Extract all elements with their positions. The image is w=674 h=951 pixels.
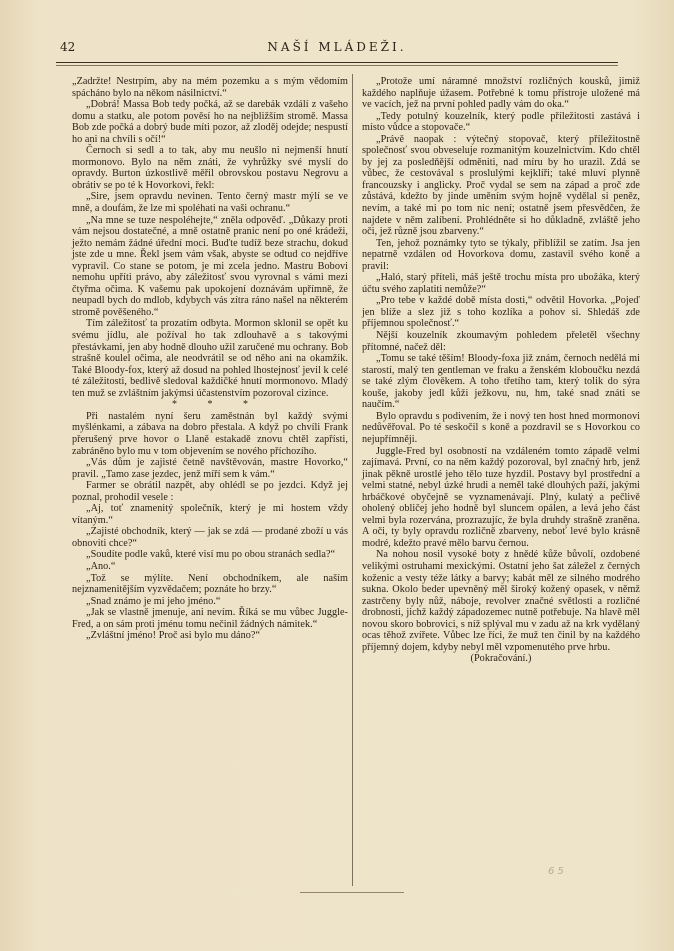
continuation-note: (Pokračování.) — [470, 653, 532, 665]
paragraph: „Vás dům je zajisté četně navštěvován, mastre Hovorko,“ pravil. „Tamo zase jezdec, jenž míří sem k vám.“ — [72, 457, 348, 480]
paragraph: Černoch si sedl a to tak, aby mu neušlo ni nejmenší hnutí mormonovo. Bylo na něm znáti, že vyhrůžky své myslí do opravdy. Burton úzkostlivě měřil obrovskou postavu Negrovu a obrátiv se po té k Hovorkovi, řekl: — [72, 145, 348, 191]
paragraph: „Soudíte podle vaků, které visí mu po obou stranách sedla?“ — [86, 549, 336, 561]
paragraph: „Aj, toť znamenitý společník, který je mi hostem vždy vítaným.“ — [72, 503, 348, 526]
paragraph: Při nastalém nyní šeru zaměstnán byl každý svými myšlénkami, a zábava na dobro přestala. A když po chvíli Frank přerušený prve hovor o Llaně estakadě znovu chtěl zapřísti, zabráněno bylo mu v tom objevením se nového příchozího. — [72, 410, 348, 457]
header-rule-thin — [56, 65, 618, 66]
paragraph: „Tož se mýlíte. Není obchodníkem, ale naším nejznamenitějším vyzvědačem; poznáte ho brzy.“ — [72, 572, 348, 596]
paragraph: „Na mne se tuze nespoléhejte,“ zněla odpověď. „Důkazy proti vám nejsou dostatečné, a mně ostatně pranic není po oné krádeži, ježto nemám žádné úřední moci. Buďte tudíž beze strachu, dokud jste zde u mne. Řekl jsem vám však, abyste se odtud co nejdříve vypravil. Co stane se potom, je mi zcela jedno. Mastru Bobovi nemohu upříti právo, aby záležitosť svou vyrovnal s vámi mezi čtyřma očima. K vašemu pak upokojení doznávám upřímně, že neupadl bych do mdlob, kdybych vás zítra ráno našel na některém stromě pověšeného.“ — [72, 214, 348, 318]
paragraph: Ten, jehož poznámky tyto se týkaly, přiblížil se zatím. Jsa jen nepatrně vzdálen od Hovorkova domu, zastavil svého koně a pravil: — [362, 237, 640, 272]
paragraph: „Pro tebe v každé době místa dosti,“ odvětil Hovorka. „Pojeď jen blíže a slez již s toho kozlíka a pohov si. Shledáš zde příjemnou společnosť.“ — [362, 295, 640, 330]
right-column — [362, 76, 640, 665]
paragraph: „Zajisté obchodník, který — jak se zdá — prodané zboží u vás obnoviti chce?“ — [72, 526, 348, 549]
paragraph: „Ano.“ — [86, 560, 116, 572]
paragraph: Na nohou nosil vysoké boty z hnědé kůže bůvolí, ozdobené velikými ostruhami mexickými. Ostatní jeho šat záležel z černých koženic a vesty téže látky a barvy; kabát měl ze silného modrého sukna. Okolo beder upevněný měl široký kožený opasek, v němž zastrčeny byly nůž, náboje, revolver značné světlosti a rozličné drobnosti, jichž každý západozemec nutně potřebuje. Na hlavě měl novou skoro bobrovici, s níž splýval mu v zadu až na krk vydělaný ocas těhož zvířete. Vůbec lze říci, že muž ten činil by na každého příjemný dojem, kdyby nebyl měl vzpomenutého prve hrbu. — [362, 549, 640, 653]
paragraph: „Haló, starý příteli, máš ještě trochu místa pro ubožáka, který účtu svého zaplatiti nemůže?“ — [362, 272, 640, 295]
page-number: 42 — [60, 40, 76, 54]
paragraph: „Zadržte! Nestrpím, aby na mém pozemku a s mým vědomím spácháno bylo na někom násilnictví.“ — [72, 76, 348, 99]
left-column — [72, 76, 348, 642]
page-header — [56, 40, 618, 60]
column-divider — [352, 74, 353, 886]
bottom-rule — [300, 892, 404, 893]
margin-pencil-note: 6 5 — [548, 866, 564, 877]
paragraph: „Sire, jsem opravdu nevinen. Tento černý mastr mýlí se ve mně, a doufám, že lze mi spoléhati na vaši ochranu.“ — [72, 191, 348, 215]
paragraph: „Protože umí náramné množství rozličných kousků, jimiž každého naplňuje úžasem. Potřebné k tomu přístroje uložené má ve vacích, jež na první pohled padly vám do oka.“ — [362, 76, 640, 111]
paragraph: Bylo opravdu s podivením, že i nový ten host hned mormonovi nedůvěřoval. Po té seskočil s koně a pozdravil se s Hovorkou co nejupřímněji. — [362, 410, 640, 445]
paragraph: Tím záležitosť ta prozatím odbyta. Mormon sklonil se opět ku svému jídlu, ale požíval ho tak zdlouhavě a s takovými přestávkami, jen aby hodně dlouho užil zaručené mu ochrany. Bob strašně koulel očima, ale neodvrátil se od něho ani na okamžik. Také Bloody-fox, který až dosud na pohled lhostejnosť jevil k celé té záležitosti, bedlivě sledoval každičké hnutí mormonovo. Mladý ten muž se zvláštním jakýmsi účastenstvím pozoroval cizince. — [72, 318, 348, 399]
paragraph: Nější kouzelník zkoumavým pohledem přeletěl všechny přítomné, načež děl: — [362, 330, 640, 353]
header-rule — [56, 62, 618, 63]
paragraph: „Zvláštní jméno! Proč asi bylo mu dáno?“ — [86, 630, 261, 642]
paragraph: Juggle-Fred byl osobností na vzdáleném tomto západě velmi zajímavá. První, co na něm každý pozoroval, byl značný hrb, jenž jinak pěkně urostlé jeho tělo tuze hyzdil. Postavy byl prostřední a velmi statné, nebyl úzké hrudi a neměl také dlouhých paží, jakými hrbáčkové obyčejně se vyznamenávají. Plný, kulatý a pečlivě oholený obličej jeho hodně byl sluncem opálen, a levá jeho část velmi byla rozervána, prozrazujíc, že byla druhdy strašně zraněna. A oči, ty byly opravdu rozličně zbarveny, neboť levé bylo krásně modré, kdežto pravé mělo barvu černou. — [362, 445, 640, 549]
paragraph: „Dobrá! Massa Bob tedy počká, až se darebák vzdálí z vašeho domu a statku, ale potom pověsí ho na nejbližším stromě. Massa Bob zde počká a dobrý bude míti pozor, až zloděj odejde; nespustí ho ani na chvíli s očí!“ — [72, 99, 348, 145]
journal-title: NAŠÍ MLÁDEŽI. — [267, 40, 407, 54]
section-break-stars: * * * — [172, 399, 262, 411]
paragraph: „Jak se vlastně jmenuje, ani nevím. Říká se mu vůbec Juggle-Fred, a on sám proti jménu tomu nečinil žádných námitek.“ — [72, 607, 348, 630]
paragraph: „Snad známo je mi jeho jméno.“ — [86, 595, 221, 607]
paragraph: „Tomu se také těším! Bloody-foxa již znám, černoch nedělá mi starostí, malý ten gentleman ve fraku a ženském kloboučku nezdá se také zlým člověkem. A toho třetího tam, který tolik do sýra kouše, jakoby jedl kůži ježkovu, nu, hm, také snad znáti se naučím.“ — [362, 353, 640, 411]
paragraph: „Tedy potulný kouzelník, který podle příležitosti zastává i místo vůdce a stopovače.“ — [362, 110, 640, 134]
paragraph: Farmer se obrátil nazpět, aby ohlédl se po jezdci. Když jej poznal, prohodil vesele : — [72, 480, 348, 503]
paragraph: „Právě naopak : výtečný stopovač, který příležitostně společnosť svou obveseluje rozmanitým kouzelnictvím. Kdo chtěl by jej za posledňější odměniti, nad míru by ho urazil. Zdá se vůbec, že cestovával s proslulými kejklíři; také mluví plynně francouzsky i anglicky. Proč vydal se sem na západ a proč zde zůstává, kdežto by jinde uměním svým hojně vydělal si peněz, nevím, a také mi po tom nic není; ostatně jsem přesvědčen, že najdete v něm zalíbení. Prohlédněte si ho důkladně, zvláště jeho oči, jež různě jsou zbarveny.“ — [362, 133, 640, 238]
